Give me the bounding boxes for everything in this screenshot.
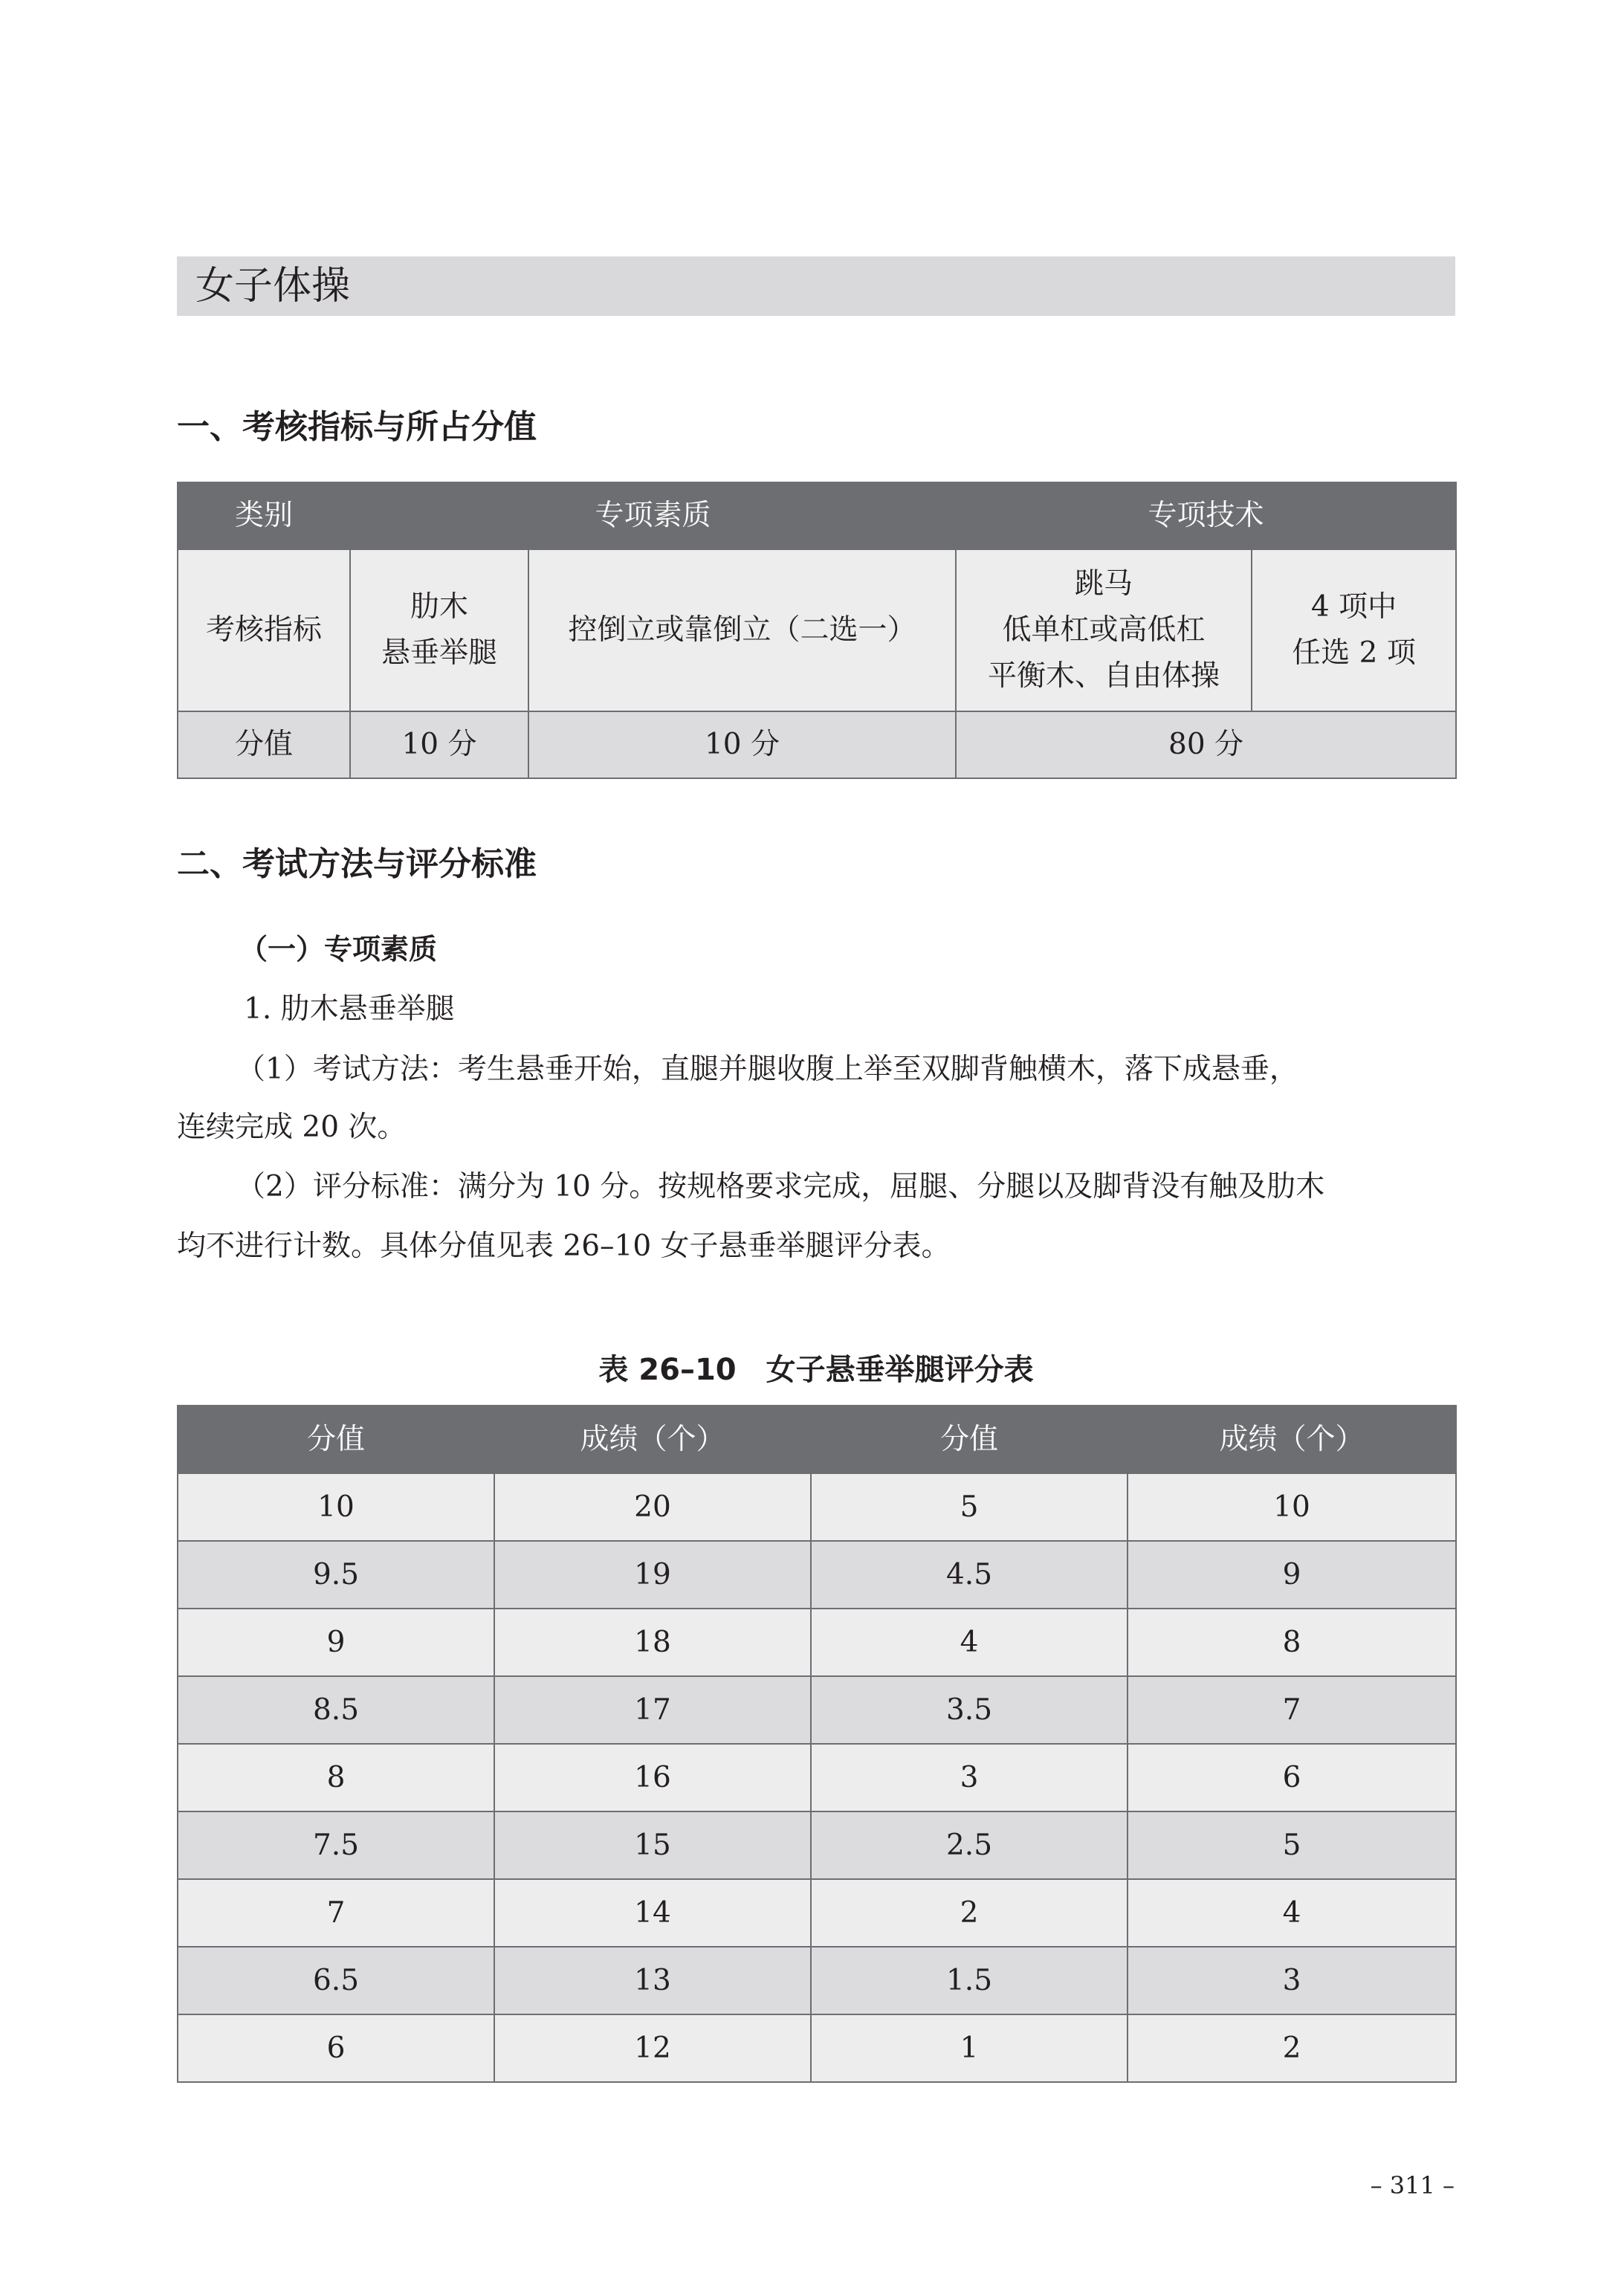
table-caption: 表 26–10 女子悬垂举腿评分表 (598, 1353, 1034, 1387)
header-score-2: 分值 (811, 1406, 1128, 1473)
para2-line1: （2）评分标准：满分为 10 分。按规格要求完成，屈腿、分腿以及脚背没有触及肋木 (236, 1170, 1325, 1203)
table-cell: 9 (1128, 1541, 1456, 1609)
table-row (178, 1676, 1456, 1744)
section-title-band (177, 256, 1455, 316)
table-cell: 9.5 (178, 1541, 494, 1609)
table-cell: 10 (178, 1473, 494, 1541)
table-cell: 8.5 (178, 1676, 494, 1744)
cell-apparatus-list: 跳马 低单杠或高低杠 平衡木、自由体操 (956, 549, 1252, 711)
table-cell: 15 (494, 1811, 811, 1879)
header-special-quality: 专项素质 (350, 482, 956, 549)
heading-exam-methods: 二、考试方法与评分标准 (177, 845, 537, 883)
table-cell: 19 (494, 1541, 811, 1609)
indicator-table (177, 482, 1457, 779)
cell-score-quality2: 10 分 (528, 711, 956, 778)
header-result-1: 成绩（个） (494, 1406, 811, 1473)
table-cell: 6.5 (178, 1947, 494, 2014)
table-cell: 8 (178, 1744, 494, 1811)
table-cell: 13 (494, 1947, 811, 2014)
cell-wall-bars-leg-raise: 肋木 悬垂举腿 (350, 549, 528, 711)
table-cell: 14 (494, 1879, 811, 1947)
table-cell: 5 (811, 1473, 1128, 1541)
table-row (178, 1947, 1456, 2014)
cell-score-quality1: 10 分 (350, 711, 528, 778)
table-cell: 2.5 (811, 1811, 1128, 1879)
table-cell: 7 (1128, 1676, 1456, 1744)
table-cell: 1.5 (811, 1947, 1128, 2014)
table-cell: 7 (178, 1879, 494, 1947)
table-cell: 6 (1128, 1744, 1456, 1811)
row-label-indicator: 考核指标 (178, 549, 350, 711)
table-cell: 4 (1128, 1879, 1456, 1947)
table-row (178, 2014, 1456, 2082)
table-row (178, 1609, 1456, 1676)
page-number: – 311 – (1370, 2171, 1455, 2199)
para2-line2: 均不进行计数。具体分值见表 26–10 女子悬垂举腿评分表。 (177, 1229, 951, 1263)
table-cell: 3.5 (811, 1676, 1128, 1744)
table-cell: 8 (1128, 1609, 1456, 1676)
table-cell: 2 (811, 1879, 1128, 1947)
score-table (177, 1405, 1457, 2083)
para1-line2: 连续完成 20 次。 (177, 1111, 407, 1144)
table-cell: 9 (178, 1609, 494, 1676)
table-cell: 4 (811, 1609, 1128, 1676)
table-cell: 5 (1128, 1811, 1456, 1879)
table-row (178, 1744, 1456, 1811)
header-score-1: 分值 (178, 1406, 494, 1473)
table-cell: 18 (494, 1609, 811, 1676)
table-row (178, 1473, 1456, 1541)
table-cell: 6 (178, 2014, 494, 2082)
table-cell: 16 (494, 1744, 811, 1811)
table-row (178, 1811, 1456, 1879)
heading-assessment-indicators: 一、考核指标与所占分值 (177, 408, 537, 446)
table-row (178, 1879, 1456, 1947)
table-cell: 7.5 (178, 1811, 494, 1879)
table-cell: 1 (811, 2014, 1128, 2082)
para1-line1: （1）考试方法：考生悬垂开始，直腿并腿收腹上举至双脚背触横木，落下成悬垂， (236, 1053, 1298, 1086)
section-title: 女子体操 (195, 264, 351, 308)
cell-choose-two: 4 项中 任选 2 项 (1252, 549, 1456, 711)
table-cell: 12 (494, 2014, 811, 2082)
table-cell: 2 (1128, 2014, 1456, 2082)
cell-score-technique: 80 分 (956, 711, 1456, 778)
table-cell: 17 (494, 1676, 811, 1744)
header-category: 类别 (178, 482, 350, 549)
item-title: 1. 肋木悬垂举腿 (244, 992, 455, 1026)
table-cell: 3 (811, 1744, 1128, 1811)
table-row (178, 1541, 1456, 1609)
table-cell: 10 (1128, 1473, 1456, 1541)
subheading-special-quality: （一）专项素质 (239, 933, 438, 966)
cell-handstand: 控倒立或靠倒立（二选一） (528, 549, 956, 711)
table-cell: 3 (1128, 1947, 1456, 2014)
row-label-score: 分值 (178, 711, 350, 778)
table-cell: 4.5 (811, 1541, 1128, 1609)
table-cell: 20 (494, 1473, 811, 1541)
header-result-2: 成绩（个） (1128, 1406, 1456, 1473)
header-special-technique: 专项技术 (956, 482, 1456, 549)
